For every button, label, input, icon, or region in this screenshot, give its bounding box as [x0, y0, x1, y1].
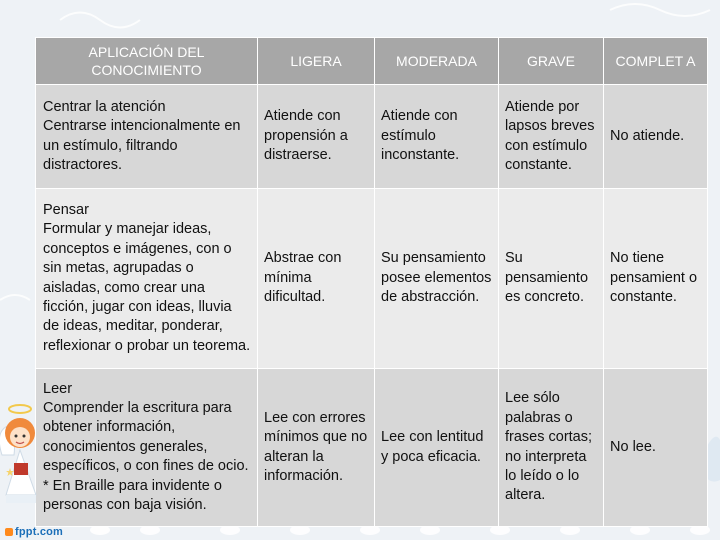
cell-moderada: Lee con lentitud y poca eficacia.: [375, 369, 499, 527]
cell-completa: No tiene pensamient o constante.: [604, 189, 708, 369]
brand-logo: [5, 526, 63, 538]
row-title: Centrar la atención: [43, 98, 166, 115]
cell-completa: No atiende.: [604, 85, 708, 189]
table-header-row: [36, 38, 708, 85]
header-aplicacion: APLICACIÓN DEL CONOCIMIENTO: [36, 38, 258, 85]
row-activity-cell: [36, 189, 258, 369]
cell-grave: Su pensamiento es concreto.: [499, 189, 604, 369]
cell-ligera: Atiende con propensión a distraerse.: [258, 85, 375, 189]
angel-illustration: [0, 395, 50, 525]
table-row: [36, 189, 708, 369]
brand-text: fppt.com: [15, 526, 64, 538]
cell-ligera: Lee con errores mínimos que no alteran la información.: [258, 369, 375, 527]
cell-moderada: Su pensamiento posee elementos de abstracción.: [375, 189, 499, 369]
header-ligera: LIGERA: [258, 38, 375, 85]
row-description: Comprender la escritura para obtener información, conocimientos generales, específicos, o con fines de ocio.: [43, 399, 249, 475]
row-title: Pensar: [43, 201, 89, 218]
knowledge-application-table: [35, 37, 708, 527]
row-note: * En Braille para invidente o personas con baja visión.: [43, 477, 222, 514]
table-row: [36, 369, 708, 527]
row-activity-cell: [36, 85, 258, 189]
cell-ligera: Abstrae con mínima dificultad.: [258, 189, 375, 369]
row-description: Centrarse intencionalmente en un estímulo, filtrando distractores.: [43, 118, 241, 173]
header-completa: COMPLET A: [604, 38, 708, 85]
brand-mark-icon: [5, 528, 13, 536]
cell-moderada: Atiende con estímulo inconstante.: [375, 85, 499, 189]
row-activity-cell: [36, 369, 258, 527]
row-title: Leer: [43, 380, 73, 397]
header-moderada: MODERADA: [375, 38, 499, 85]
cell-completa: No lee.: [604, 369, 708, 527]
cell-grave: Lee sólo palabras o frases cortas; no interpreta lo leído o lo altera.: [499, 369, 604, 527]
header-grave: GRAVE: [499, 38, 604, 85]
row-description: Formular y manejar ideas, conceptos e imágenes, con o sin metas, agrupadas o aisladas, como crear una ficción, jugar con ideas, lluvia de ideas, meditar, ponderar, reflexionar o probar un teorema.: [43, 221, 251, 354]
table-row: [36, 85, 708, 189]
star-icon: [6, 468, 14, 476]
cell-grave: Atiende por lapsos breves con estímulo constante.: [499, 85, 604, 189]
